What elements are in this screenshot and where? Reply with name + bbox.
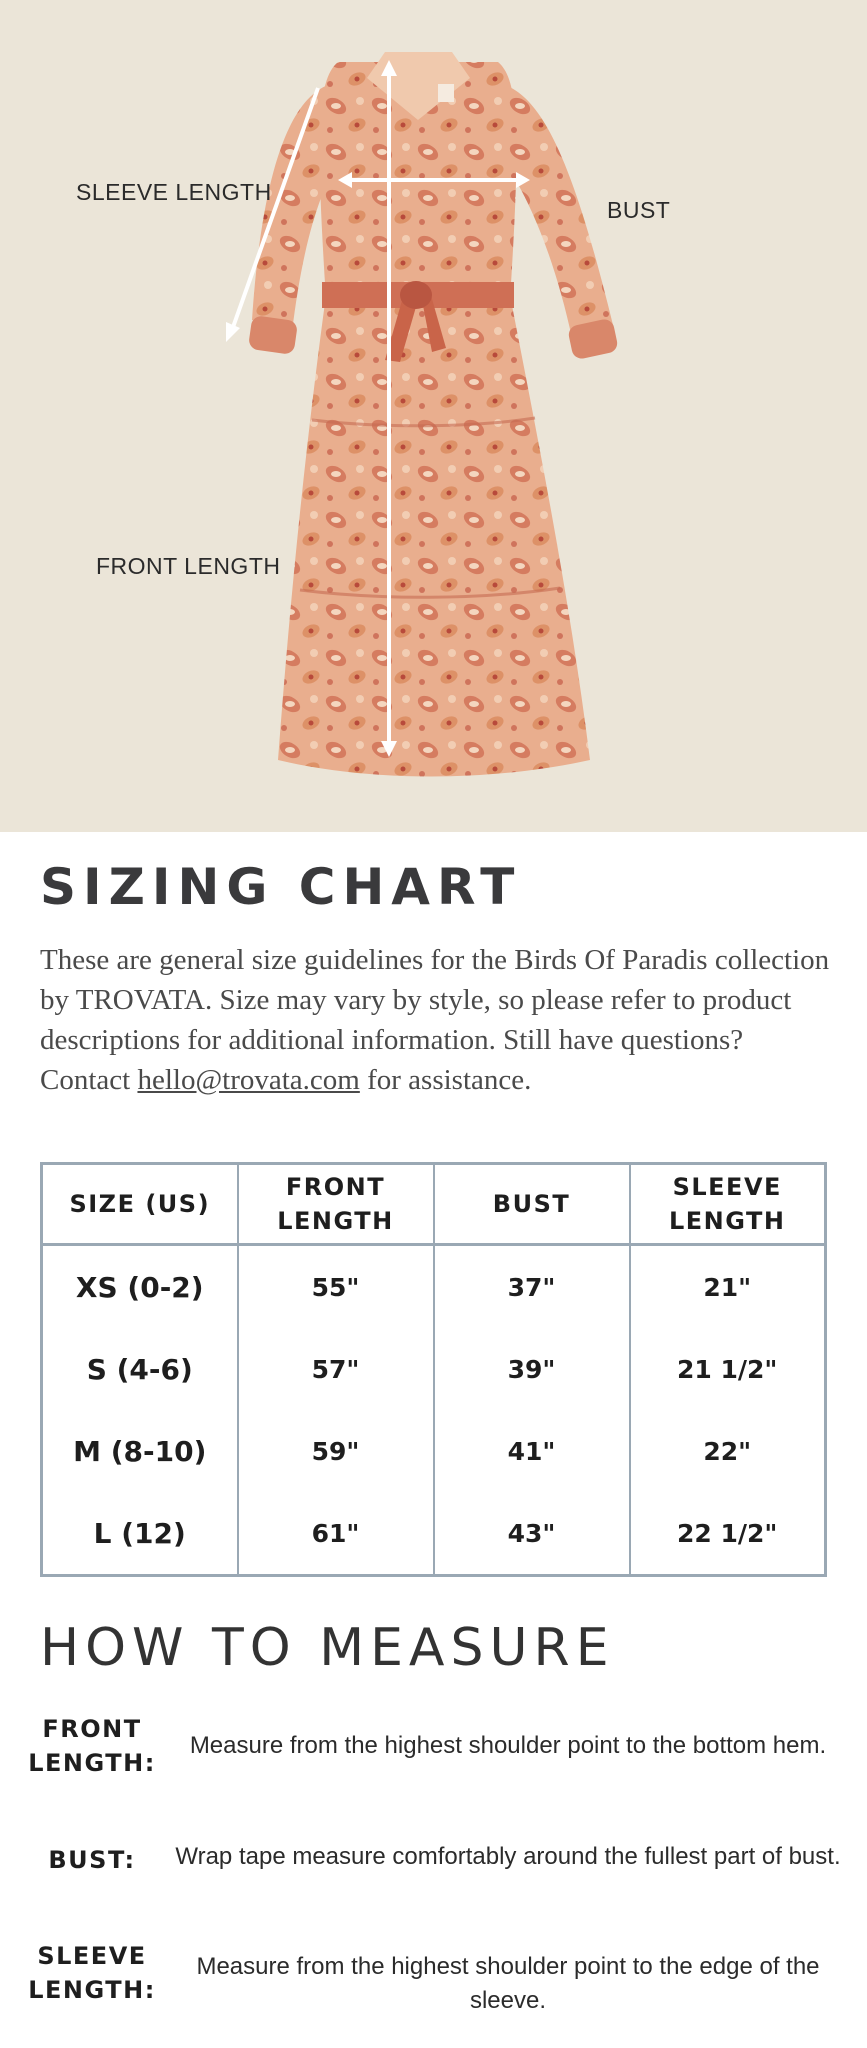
sleeve-length-cell: 21": [630, 1245, 826, 1329]
front-length-cell: 61": [238, 1492, 434, 1576]
measure-term-sleeve-length: SLEEVE LENGTH:: [28, 1942, 156, 2004]
size-cell: M (8-10): [73, 1434, 207, 1468]
sleeve-length-cell: 22 1/2": [630, 1492, 826, 1576]
front-length-cell: 57": [238, 1328, 434, 1410]
measure-term-bust: BUST:: [48, 1846, 136, 1874]
table-row: [42, 1410, 826, 1492]
header-size: SIZE (US): [42, 1164, 238, 1245]
table-row: [42, 1245, 826, 1329]
table-row: [42, 1328, 826, 1410]
sleeve-length-cell: 22": [630, 1410, 826, 1492]
size-cell: XS (0-2): [75, 1270, 204, 1304]
measure-desc-bust: Wrap tape measure comfortably around the fullest part of bust.: [175, 1843, 841, 1870]
bust-cell: 37": [434, 1245, 630, 1329]
bust-cell: 43": [434, 1492, 630, 1576]
sizing-chart-title: SIZING CHART: [40, 858, 522, 916]
size-cell: S (4-6): [86, 1352, 193, 1386]
size-cell: L (12): [93, 1516, 186, 1550]
bust-cell: 39": [434, 1328, 630, 1410]
bust-label: BUST: [607, 197, 671, 223]
header-bust: BUST: [434, 1164, 630, 1245]
table-header-row: [42, 1164, 826, 1245]
size-table: [40, 1162, 827, 1577]
skirt: [278, 295, 590, 777]
front-length-label: FRONT LENGTH: [96, 553, 281, 579]
bust-cell: 41": [434, 1410, 630, 1492]
measure-term-front-length: FRONT LENGTH:: [28, 1715, 156, 1777]
dress-illustration: [0, 0, 867, 832]
sleeve-length-cell: 21 1/2": [630, 1328, 826, 1410]
header-sleeve-length: SLEEVE LENGTH: [630, 1164, 826, 1245]
front-length-cell: 59": [238, 1410, 434, 1492]
sizing-intro: [40, 940, 840, 1100]
left-cuff: [248, 315, 298, 355]
measure-desc-front-length: Measure from the highest shoulder point to the bottom hem.: [189, 1732, 827, 1759]
intro-suffix: for assistance.: [359, 1064, 532, 1096]
product-hero: [0, 0, 867, 832]
header-front-length: FRONT LENGTH: [238, 1164, 434, 1245]
how-to-measure-title: HOW TO MEASURE: [40, 1618, 615, 1678]
measure-desc-sleeve-length: Measure from the highest shoulder point to the edge of the sleeve.: [196, 1953, 820, 2014]
table-row: [42, 1492, 826, 1576]
front-length-cell: 55": [238, 1245, 434, 1329]
contact-email-link[interactable]: hello@trovata.com: [137, 1064, 360, 1096]
label-tag: [438, 84, 454, 102]
sleeve-length-label: SLEEVE LENGTH: [76, 179, 272, 205]
intro-text: These are general size guidelines for the Birds Of Paradis collection by TROVATA. Size may vary by style, so please refer to product descriptions for additional information. Still have questions? Contact: [40, 944, 830, 1096]
